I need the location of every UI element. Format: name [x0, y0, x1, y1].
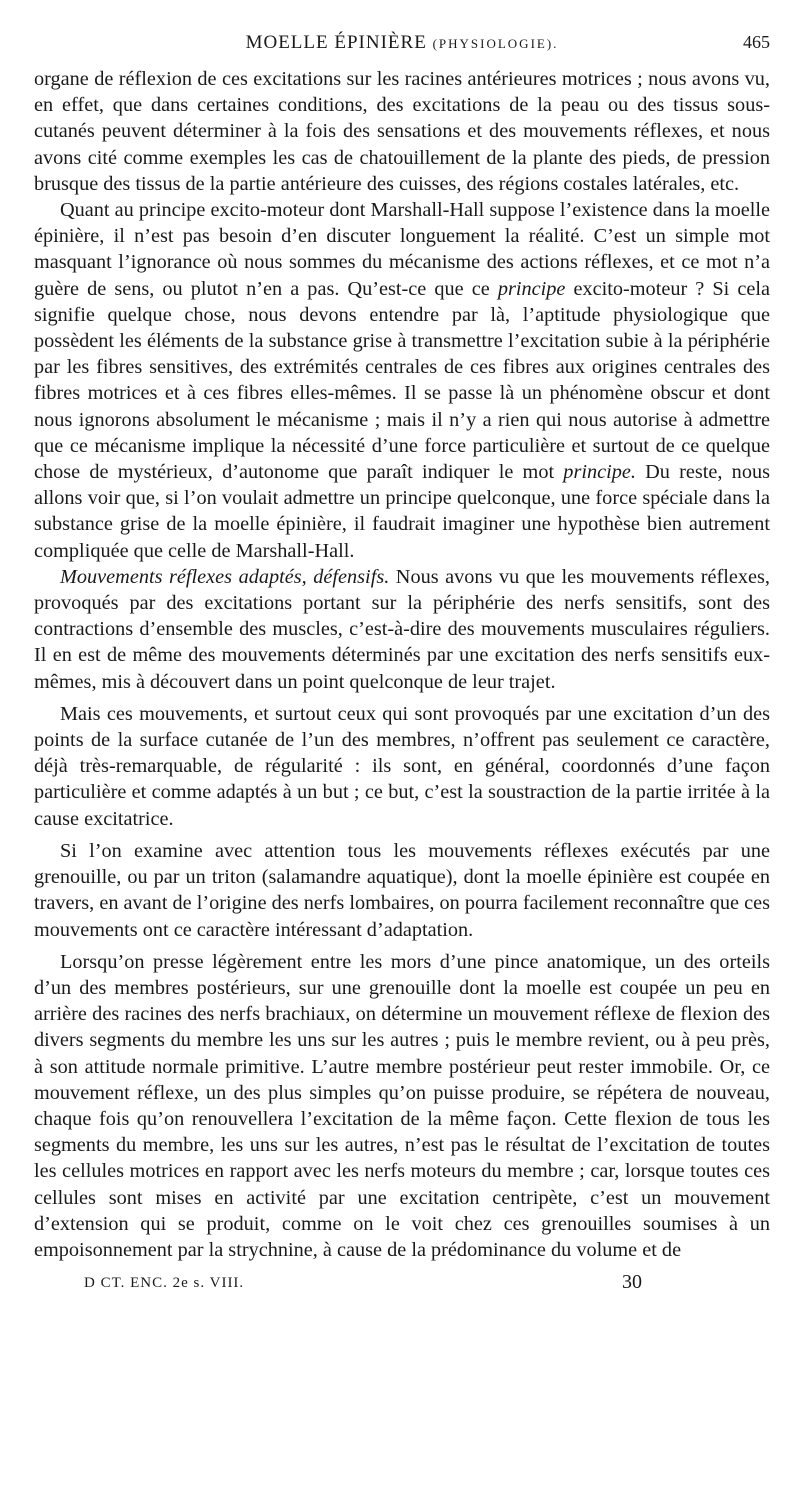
paragraph: [34, 197, 770, 564]
paragraph: [34, 564, 770, 695]
italic-text: principe: [497, 277, 566, 300]
body-text: [34, 66, 770, 1263]
text-run: Lorsqu’on presse légèrement entre les mors d’une pince anatomique, un des orteils d’un des membres postérieurs, sur une grenouille dont la moelle est coupée un peu en arrière des racines des nerfs brachiaux, on détermine un mouvement réflexe de flexion des divers segments du membre les uns sur les autres ; puis le membre revient, ou à peu près, à son attitude normale primitive. L’autre membre postérieur peut rester immobile. Or, ce mouvement réflexe, un des plus simples qu’on puisse produire, se répétera de nouveau, chaque fois qu’on renouvellera l’excitation de la même façon. Cette flexion de tous les segments du membre, les uns sur les autres, n’est pas le résultat de l’excitation de toutes les cellules motrices en rapport avec les nerfs moteurs du membre ; car, lorsque toutes ces cellules sont mises en activité par une excitation centripète, c’est un mouvement d’extension qui se produit, comme on le voit chez ces grenouilles soumises à un empoisonnement par la strychnine, à cause de la prédominance du volume et de: [34, 950, 770, 1261]
paragraph: [34, 701, 770, 832]
text-run: Quant au principe excito-moteur dont Marshall-Hall suppose l’existence dans la moelle épinière, il n’est pas besoin d’en discuter longuement la réalité. C’est un simple mot masquant l’ignorance où nous sommes du mécanisme des actions réflexes, et ce mot n’a guère de sens, ou plutot n’en a pas. Qu’est-ce que ce: [34, 199, 770, 300]
page-number: 465: [743, 32, 770, 52]
paragraph: [34, 838, 770, 943]
paragraph: [34, 949, 770, 1263]
text-run: Nous avons vu que les mouvements réflexes, provoqués par des excitations portant sur la périphérie des nerfs sensitifs, sont des contractions d’ensemble des muscles, c’est-à-dire des mouvements musculaires réguliers. Il en est de même des mouvements déterminés par une excitation des nerfs sensitifs eux-mêmes, mis à découvert dans un point quelconque de leur trajet.: [34, 565, 770, 693]
running-title: [34, 32, 770, 54]
running-title-subtitle: (PHYSIOLOGIE).: [432, 36, 559, 51]
text-run: Si l’on examine avec attention tous les mouvements réflexes exécutés par une grenouille, ou par un triton (salamandre aquatique), dont la moelle épinière est coupée en travers, en avant de l’origine des nerfs lombaires, on pourra facilement reconnaître que ces mouvements ont ce caractère intéressant d’adaptation.: [34, 839, 771, 941]
italic-text: principe.: [563, 461, 636, 484]
text-run: excito-moteur ? Si cela signifie quelque chose, nous devons entendre par là, l’aptitude physiologique que possèdent les éléments de la substance grise à transmettre l’excitation subie à la périphérie par les fibres sensitives, des extrémités centrales de ces fibres aux origines centrales des fibres motrices et à ces fibres elles-mêmes. Il se passe là un phénomène obscur et dont nous ignorons absolument le mécanisme ; mais il n’y a rien qui nous autorise à admettre que ce mécanisme implique la nécessité d’une force particulière et surtout de ce quelque chose de mystérieux, d’autonome que paraît indiquer le mot: [34, 277, 770, 484]
printer-signature: D CT. ENC. 2e s. VIII.: [84, 1275, 245, 1292]
sheet-number: 30: [622, 1271, 642, 1294]
page-footer: [34, 1273, 770, 1299]
paragraph: [34, 66, 770, 197]
text-run: Mais ces mouvements, et surtout ceux qui sont provoqués par une excitation d’un des points de la surface cutanée de l’un des membres, n’offrent pas seulement ce caractère, déjà très-remarquable, de régularité : ils sont, en général, coordonnés d’une façon particulière et comme adaptés à un but ; ce but, c’est la soustraction de la partie irritée à la cause excitatrice.: [34, 702, 770, 830]
italic-text: Mouvements réflexes adaptés, défensifs.: [60, 565, 390, 588]
running-title-main: MOELLE ÉPINIÈRE: [245, 32, 427, 53]
text-run: Du reste, nous allons voir que, si l’on voulait admettre un principe quelconque, une force spéciale dans la substance grise de la moelle épinière, il faudrait imaginer une hypothèse bien autrement compliquée que celle de Marshall-Hall.: [34, 461, 770, 562]
page: [34, 30, 770, 1299]
page-header: [34, 30, 770, 58]
text-run: organe de réflexion de ces excitations sur les racines antérieures motrices ; nous avons vu, en effet, que dans certaines conditions, des excitations de la peau ou des tissus sous-cutanés peuvent déterminer à la fois des sensations et des mouvements réflexes, et nous avons cité comme exemples les cas de chatouillement de la plante des pieds, de pression brusque des tissus de la partie antérieure des cuisses, des régions costales latérales, etc.: [34, 68, 770, 195]
